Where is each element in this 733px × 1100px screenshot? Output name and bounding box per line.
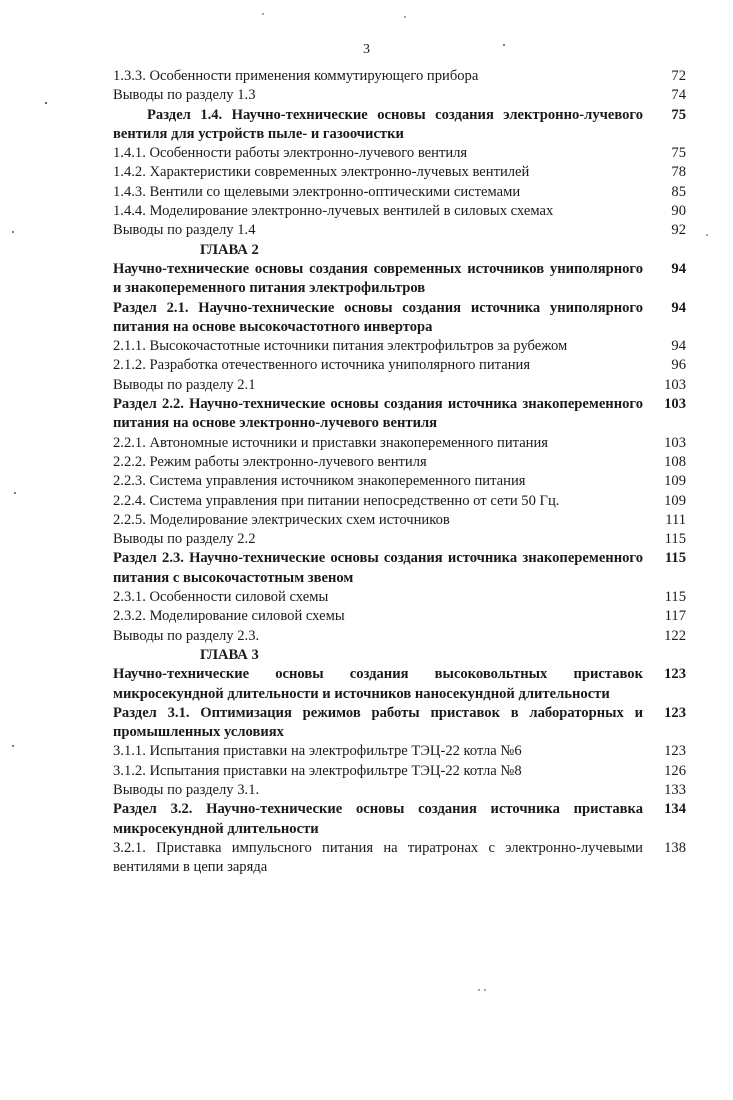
toc-entry-title: Выводы по разделу 3.1. xyxy=(113,781,260,798)
toc-entry-page: 138 xyxy=(664,839,686,856)
toc-entry-title: Раздел 3.1. Оптимизация режимов работы приставок в лабораторных и промышленных условиях xyxy=(113,704,643,741)
toc-entry-page: 103 xyxy=(664,434,686,451)
toc-entry xyxy=(113,67,686,86)
toc-entry-title: Выводы по разделу 1.3 xyxy=(113,87,256,104)
toc-entry xyxy=(113,492,686,511)
toc-entry-title: 2.2.3. Система управления источником знакопеременного питания xyxy=(113,473,526,490)
toc-entry xyxy=(113,221,686,240)
toc-entry-title: 1.3.3. Особенности применения коммутирующего прибора xyxy=(113,68,479,84)
toc-entry xyxy=(113,839,686,878)
toc-entry-page: 108 xyxy=(664,453,686,470)
toc-entry-title: Раздел 3.2. Научно-технические основы создания источника приставка микросекундной длительности xyxy=(113,801,643,837)
toc-entry-page: 85 xyxy=(671,183,686,200)
toc-entry-title: Научно-технические основы создания высоковольтных приставок микросекундной длительности и источников наносекундной длительности xyxy=(113,666,643,702)
toc-entry-title: 2.2.4. Система управления при питании непосредственно от сети 50 Гц. xyxy=(113,492,560,509)
toc-section-heading xyxy=(113,549,686,588)
toc-entry xyxy=(113,781,686,800)
toc-section-heading xyxy=(113,665,686,704)
toc-entry-title: 1.4.4. Моделирование электронно-лучевых вентилей в силовых схемах xyxy=(113,203,554,220)
toc-entry-title: Выводы по разделу 2.2 xyxy=(113,531,256,548)
toc-entry-title: Выводы по разделу 2.3. xyxy=(113,627,260,644)
toc-entry xyxy=(113,337,686,356)
toc-entry-page: 133 xyxy=(664,781,686,798)
toc-entry xyxy=(113,588,686,607)
toc-entry xyxy=(113,144,686,163)
toc-entry-page: 94 xyxy=(671,299,686,316)
toc-entry xyxy=(113,472,686,491)
toc-entry-page: 92 xyxy=(671,222,686,239)
toc-entry-title: 1.4.2. Характеристики современных электронно-лучевых вентилей xyxy=(113,164,530,181)
toc-section-heading xyxy=(113,704,686,743)
toc-entry xyxy=(113,453,686,472)
toc-entry-title: Раздел 2.1. Научно-технические основы создания источника униполярного питания на основе высокочастотного инвертора xyxy=(113,299,643,335)
toc-entry xyxy=(113,376,686,395)
toc-entry xyxy=(113,202,686,221)
toc-entry-title: Раздел 2.3. Научно-технические основы создания источника знакопеременного питания с высокочастотным звеном xyxy=(113,550,643,586)
toc-section-heading xyxy=(113,800,686,839)
toc-entry-page: 134 xyxy=(664,801,686,818)
toc-entry-page: 90 xyxy=(671,203,686,220)
toc-entry-title: 3.1.1. Испытания приставки на электрофильтре ТЭЦ-22 котла №6 xyxy=(113,743,522,760)
toc-entry xyxy=(113,742,686,761)
toc-entry-page: 109 xyxy=(664,473,686,490)
toc-entry-page: 103 xyxy=(664,396,686,413)
chapter-heading: ГЛАВА 3 xyxy=(200,646,259,663)
toc-entry-page: 115 xyxy=(664,550,686,567)
page-number: 3 xyxy=(363,42,370,57)
toc-entry-title: 2.2.5. Моделирование электрических схем источников xyxy=(113,511,450,528)
toc-entry xyxy=(113,86,686,105)
toc-entry xyxy=(113,356,686,375)
toc-entry xyxy=(113,607,686,626)
toc-entry-title: 2.2.2. Режим работы электронно-лучевого вентиля xyxy=(113,453,427,470)
toc-entry-title: 1.4.1. Особенности работы электронно-лучевого вентиля xyxy=(113,145,468,162)
table-of-contents xyxy=(113,67,686,877)
toc-entry-page: 115 xyxy=(664,589,686,606)
toc-entry-title: Выводы по разделу 2.1 xyxy=(113,376,256,393)
toc-entry-title: 1.4.3. Вентили со щелевыми электронно-оптическими системами xyxy=(113,183,521,200)
chapter-heading: ГЛАВА 2 xyxy=(200,241,259,258)
toc-entry xyxy=(113,511,686,530)
toc-entry-page: 78 xyxy=(671,164,686,181)
toc-entry xyxy=(113,530,686,549)
toc-entry-page: 123 xyxy=(664,666,686,683)
toc-entry-page: 109 xyxy=(664,492,686,509)
toc-entry-title: 2.3.2. Моделирование силовой схемы xyxy=(113,608,345,625)
toc-entry-title: 2.1.1. Высокочастотные источники питания электрофильтров за рубежом xyxy=(113,338,568,355)
toc-entry-title: 3.2.1. Приставка импульсного питания на тиратронах с электронно-лучевыми вентилями в цепи заряда xyxy=(113,839,643,876)
toc-entry-title: Выводы по разделу 1.4 xyxy=(113,222,256,239)
toc-entry xyxy=(113,762,686,781)
toc-entry-page: 96 xyxy=(671,357,686,374)
toc-entry-title: Научно-технические основы создания современных источников униполярного и знакопеременного питания электрофильтров xyxy=(113,260,643,297)
toc-entry-page: 94 xyxy=(671,338,686,355)
toc-entry-page: 103 xyxy=(664,376,686,393)
toc-entry-page: 94 xyxy=(671,260,686,277)
toc-entry-title: Раздел 1.4. Научно-технические основы создания электронно-лучевого вентиля для устройств пыле- и газоочистки xyxy=(113,106,643,142)
toc-entry-title: 3.1.2. Испытания приставки на электрофильтре ТЭЦ-22 котла №8 xyxy=(113,762,522,779)
toc-entry-page: 72 xyxy=(671,68,686,84)
toc-entry-title: Раздел 2.2. Научно-технические основы создания источника знакопеременного питания на основе электронно-лучевого вентиля xyxy=(113,396,643,432)
toc-entry xyxy=(113,627,686,646)
toc-entry-page: 122 xyxy=(664,627,686,644)
toc-entry-page: 115 xyxy=(664,531,686,548)
toc-entry-page: 75 xyxy=(671,106,686,123)
toc-entry-page: 117 xyxy=(664,608,686,625)
toc-entry xyxy=(113,183,686,202)
toc-entry-title: 2.1.2. Разработка отечественного источника униполярного питания xyxy=(113,357,531,374)
toc-entry-page: 75 xyxy=(671,145,686,162)
toc-entry-page: 111 xyxy=(665,511,686,528)
toc-section-heading xyxy=(113,299,686,338)
toc-entry xyxy=(113,163,686,182)
toc-entry-page: 123 xyxy=(664,743,686,760)
toc-entry-page: 123 xyxy=(664,704,686,721)
toc-entry-page: 74 xyxy=(671,87,686,104)
toc-entry-title: 2.2.1. Автономные источники и приставки знакопеременного питания xyxy=(113,434,549,451)
toc-section-heading xyxy=(113,260,686,299)
toc-entry-title: 2.3.1. Особенности силовой схемы xyxy=(113,589,329,606)
toc-section-heading xyxy=(113,395,686,434)
toc-entry-page: 126 xyxy=(664,762,686,779)
toc-entry xyxy=(113,434,686,453)
toc-section-heading xyxy=(113,106,686,145)
